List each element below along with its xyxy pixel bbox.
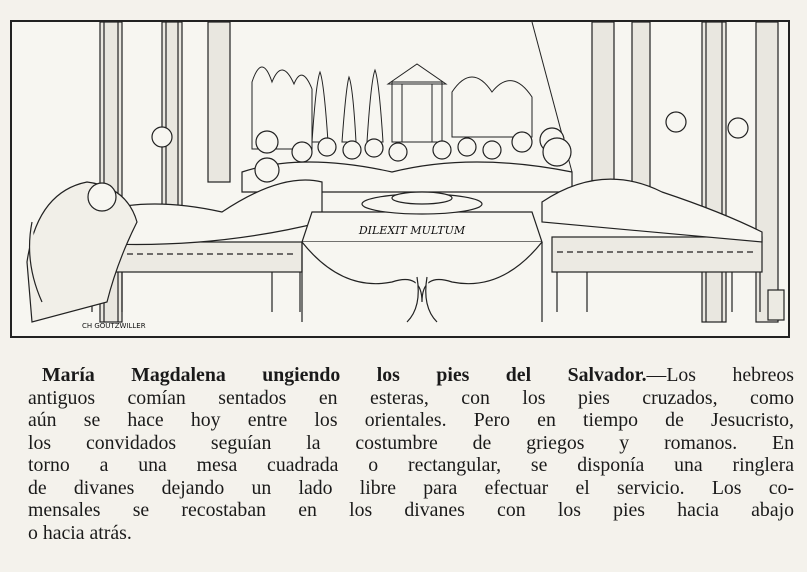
figure-caption: [28, 364, 794, 544]
artist-signature: CH GOUTZWILLER: [82, 322, 146, 330]
caption-line: de divanes dejando un lado libre para efectuar el servicio. Los co-: [28, 476, 794, 499]
couch-right: [542, 138, 762, 312]
guests-crowd: [152, 112, 748, 192]
caption-line: torno a una mesa cuadrada o rectangular, se disponía una ringlera: [28, 454, 794, 476]
caption-line: aún se hace hoy entre los orientales. Pero en tiempo de Jesucristo,: [28, 409, 794, 431]
caption-line: los convidados seguían la costumbre de griegos y romanos. En: [28, 431, 794, 454]
column-left: [100, 22, 230, 322]
caption-text: —Los hebreos: [646, 364, 795, 386]
caption-line: antiguos comían sentados en esteras, con los pies cruzados, como: [28, 386, 794, 409]
caption-line: o hacia atrás.: [28, 521, 132, 544]
column-right: [592, 22, 778, 322]
engraving-illustration: [10, 20, 790, 338]
caption-title: María Magdalena ungiendo los pies del Salvador.: [42, 364, 647, 386]
caption-line-1: [28, 364, 794, 387]
banquet-table: [302, 192, 542, 322]
caption-line: mensales se recostaban en los divanes con los pies hacia abajo: [28, 499, 794, 521]
table-inscription: DILEXIT MULTUM: [358, 224, 466, 237]
